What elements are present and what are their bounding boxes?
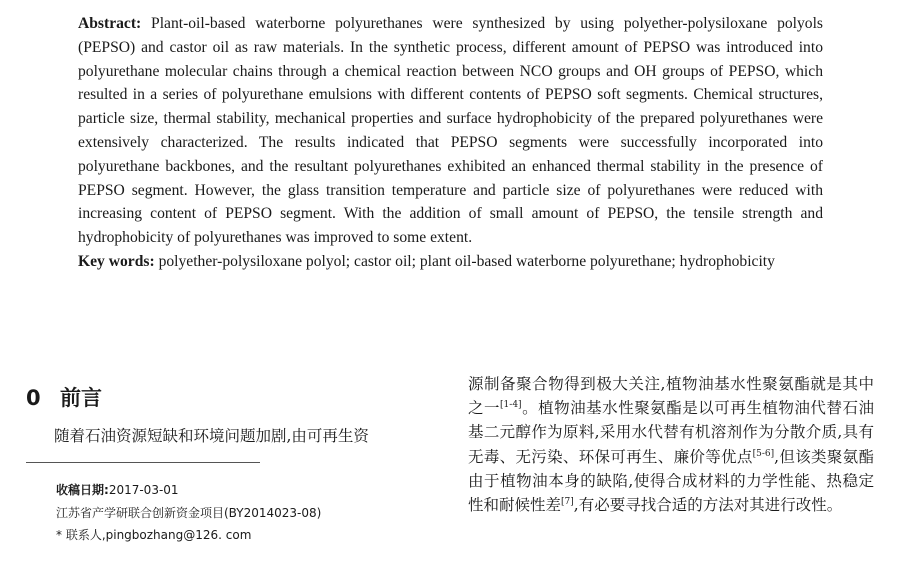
contact-line: * 联系人,pingbozhang@126. com: [56, 528, 252, 542]
abstract-label: Abstract:: [78, 15, 142, 32]
section-title: 前言: [60, 386, 102, 410]
intro-text-2: 。植物油基水性聚氨酯是以可再生植物油代替石油基二元醇作为原料,采用水代替有机溶剂作为分散介质,具有无毒、无污染、环保可再生、廉价等优点: [468, 399, 874, 466]
citation-3: [7]: [561, 496, 574, 507]
keywords-label: Key words:: [78, 252, 155, 270]
received-label: 收稿日期:: [56, 483, 109, 497]
funding-line: 江苏省产学研联合创新资金项目(BY2014023-08): [56, 505, 322, 520]
intro-text-4: ,有必要寻找合适的方法对其进行改性。: [573, 496, 843, 515]
keywords-text: polyether-polysiloxane polyol; castor oil; plant oil-based waterborne polyurethane; hydrophobicity: [158, 252, 775, 270]
abstract-block: [78, 12, 823, 274]
received-date-line: [56, 479, 436, 502]
intro-text-3: ,但该类聚氨酯由于植物油本身的缺陷,使得合成材料的力学性能、热稳定性和耐候性差: [468, 447, 874, 515]
intro-paragraph-continued: [468, 372, 874, 517]
intro-text-1: 源制备聚合物得到极大关注,植物油基水性聚氨酯就是其中之一: [468, 375, 874, 418]
received-date: 2017-03-01: [108, 483, 179, 497]
intro-paragraph-start: 随着石油资源短缺和环境问题加剧,由可再生资: [54, 427, 369, 445]
footnotes: [56, 479, 436, 547]
abstract-text: Plant-oil-based waterborne polyurethanes were synthesized by using polyether-polysiloxane polyols (PEPSO) and castor oil as raw materials. In the synthetic process, different amount of PEPSO was introduced into polyurethane molecular chains through a chemical reaction between NCO groups and OH groups of PEPSO, which resulted in a series of polyurethane emulsions with different contents of PEPSO soft segments. Chemical structures, particle size, thermal stability, mechanical properties and surface hydrophobicity of the prepared polyurethanes were extensively characterized. The results indicated that PEPSO segments were successfully incorporated into polyurethane backbones, and the resultant polyurethanes exhibited an enhanced thermal stability in the presence of PEPSO segment. However, the glass transition temperature and particle size of polyurethanes were reduced with increasing content of PEPSO segment. With the addition of small amount of PEPSO, the tensile strength and hydrophobicity of polyurethanes was improved to some extent.: [78, 15, 824, 247]
citation-1: [1-4]: [500, 400, 522, 411]
section-number: 0: [26, 386, 41, 410]
citation-2: [5-6]: [752, 448, 775, 459]
section-heading: [26, 382, 102, 412]
footnote-divider: [26, 462, 260, 463]
